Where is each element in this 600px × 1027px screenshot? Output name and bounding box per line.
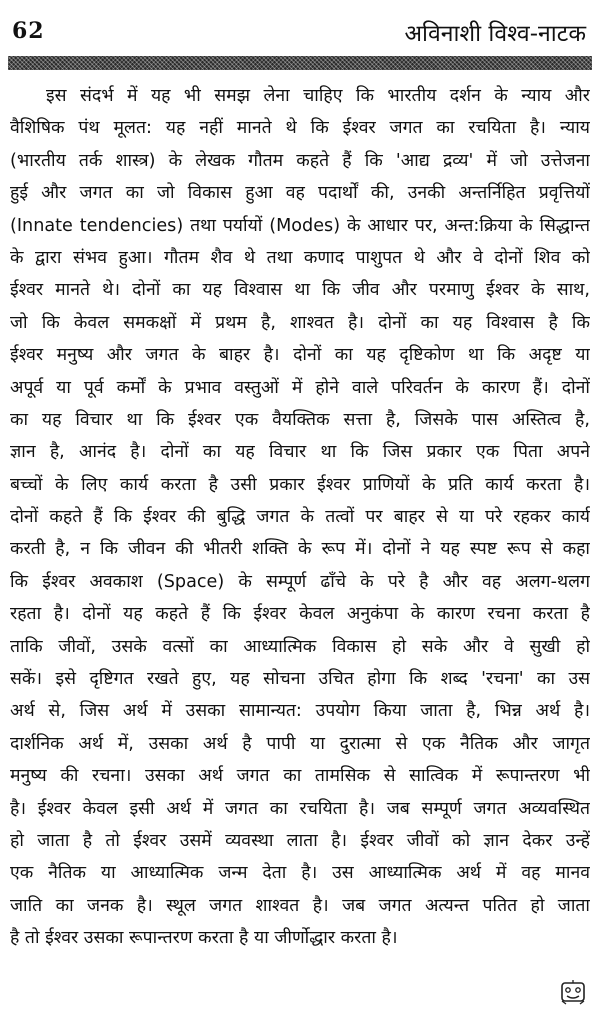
header-rule	[8, 56, 592, 70]
text-line: कि ईश्वर अवकाश (Space) के सम्पूर्ण ढाँचे के परे है और वह अलग-थलग	[10, 571, 590, 592]
text-line: (Innate tendencies) तथा पर्यायों (Modes) के आधार पर, अन्त:क्रिया के सिद्धान्त	[10, 215, 590, 236]
text-line: का यह विचार था कि ईश्वर एक वैयक्तिक सत्ता है, जिसके पास अस्तित्व है,	[10, 409, 590, 430]
text-line: (भारतीय तर्क शास्त्र) के लेखक गौतम कहते हैं कि 'आद्य द्रव्य' में जो उत्तेजना	[10, 150, 590, 171]
text-line: मनुष्य की रचना। उसका अर्थ जगत का तामसिक से सात्विक में रूपान्तरण भी	[10, 766, 590, 787]
text-line: जाति का जनक है। स्थूल जगत शाश्वत है। जब जगत अत्यन्त पतित हो जाता	[10, 895, 590, 916]
running-title: अविनाशी विश्व-नाटक	[404, 21, 586, 47]
text-line: जो कि केवल समकक्षों में प्रथम है, शाश्वत है। दोनों का यह विश्वास है कि	[10, 312, 590, 333]
text-line: ताकि जीवों, उसके वत्सों का आध्यात्मिक विकास हो सके और वे सुखी हो	[10, 636, 590, 657]
text-line: सकें। इसे दृष्टिगत रखते हुए, यह सोचना उचित होगा कि शब्द 'रचना' का उस	[10, 669, 590, 690]
text-line: एक नैतिक या आध्यात्मिक जन्म देता है। उस आध्यात्मिक अर्थ में वह मानव	[10, 863, 590, 884]
text-line: दार्शनिक अर्थ में, उसका अर्थ है पापी या दुरात्मा से एक नैतिक और जागृत	[10, 733, 590, 754]
text-line: दोनों कहते हैं कि ईश्वर की बुद्धि जगत के तत्वों पर बाहर से या परे रहकर कार्य	[10, 507, 590, 528]
text-line: है तो ईश्वर उसका रूपान्तरण करता है या जीर्णोद्धार करता है।	[10, 928, 398, 949]
text-line: करती है, न कि जीवन की भीतरी शक्ति के रूप में। दोनों ने यह स्पष्ट रूप से कहा	[10, 539, 590, 560]
text-line: ईश्वर मनुष्य और जगत के बाहर है। दोनों का यह दृष्टिकोण था कि अदृष्ट या	[10, 345, 590, 366]
text-line: के द्वारा संभव हुआ। गौतम शैव थे तथा कणाद पाशुपत थे और वे दोनों शिव को	[10, 247, 590, 268]
text-line: इस संदर्भ में यह भी समझ लेना चाहिए कि भारतीय दर्शन के न्याय और	[46, 86, 590, 106]
page-header	[8, 14, 592, 54]
text-line: ईश्वर मानते थे। दोनों का यह विश्वास था कि जीव और परमाणु ईश्वर के साथ,	[10, 280, 590, 301]
text-line: ज्ञान है, आनंद है। दोनों का यह विचार था कि जिस प्रकार एक पिता अपने	[10, 442, 590, 463]
text-line: अपूर्व या पूर्व कर्मों के प्रभाव वस्तुओं में होने वाले परिवर्तन के कारण हैं। दोनों	[10, 377, 590, 398]
body-paragraph	[10, 80, 590, 955]
text-line: हो जाता है तो ईश्वर उसमें व्यवस्था लाता है। ईश्वर जीवों को ज्ञान देकर उन्हें	[10, 830, 590, 851]
text-line: रहता है। दोनों यह कहते हैं कि ईश्वर केवल अनुकंपा के कारण रचना करता है	[10, 604, 590, 625]
text-line: हुई और जगत का जो विकास हुआ वह पदार्थों की, उनकी अन्तर्निहित प्रवृत्तियों	[10, 183, 590, 204]
text-line: अर्थ से, जिस अर्थ में उसका सामान्यत: उपयोग किया जाता है, भिन्न अर्थ है।	[10, 701, 590, 722]
text-line: वैशिषिक पंथ मूलत: यह नहीं मानते थे कि ईश्वर जगत का रचयिता है। न्याय	[10, 118, 590, 139]
text-line: है। ईश्वर केवल इसी अर्थ में जगत का रचयिता है। जब सम्पूर्ण जगत अव्यवस्थित	[10, 798, 590, 819]
text-line: बच्चों के लिए कार्य करता है उसी प्रकार ईश्वर प्राणियों के प्रति कार्य करता है।	[10, 474, 590, 495]
page-number: 62	[12, 18, 45, 44]
decorative-flower-icon	[560, 979, 586, 1005]
